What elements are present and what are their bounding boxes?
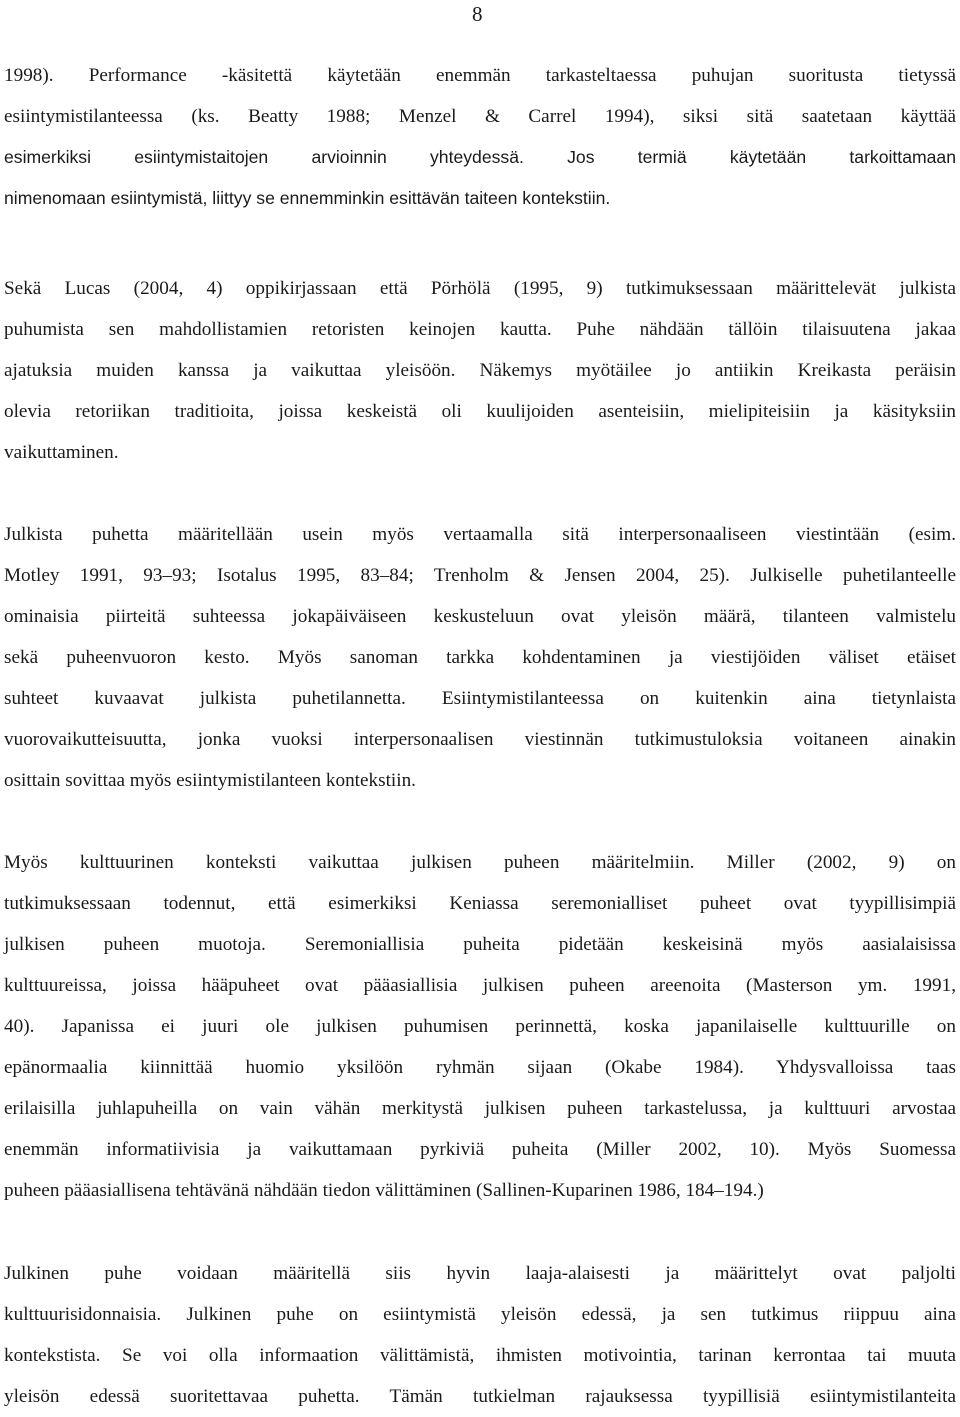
text-line: enemmän informatiivisia ja vaikuttamaan pyrkiviä puheita (Miller 2002, 10). Myös Suomessa	[4, 1139, 956, 1160]
text-line: Motley 1991, 93–93; Isotalus 1995, 83–84; Trenholm & Jensen 2004, 25). Julkiselle puhetilanteelle	[4, 565, 956, 586]
paragraph-4	[4, 842, 956, 1211]
text-line: kulttuurisidonnaisia. Julkinen puhe on esiintymistä yleisön edessä, ja sen tutkimus riippuu aina	[4, 1304, 956, 1325]
text-line: esimerkiksi esiintymistaitojen arvioinnin yhteydessä. Jos termiä käytetään tarkoittamaan	[4, 147, 956, 167]
text-line: julkisen puheen muotoja. Seremoniallisia puheita pidetään keskeisinä myös aasialaisissa	[4, 934, 956, 955]
text-line: Myös kulttuurinen konteksti vaikuttaa julkisen puheen määritelmiin. Miller (2002, 9) on	[4, 852, 956, 873]
text-line: epänormaalia kiinnittää huomio yksilöön ryhmän sijaan (Okabe 1984). Yhdysvalloissa taas	[4, 1057, 956, 1078]
text-line: kontekstista. Se voi olla informaation välittämistä, ihmisten motivointia, tarinan kerrontaa tai muuta	[4, 1345, 956, 1366]
text-line: sekä puheenvuoron kesto. Myös sanoman tarkka kohdentaminen ja viestijöiden väliset etäiset	[4, 647, 956, 668]
paragraph-3	[4, 514, 956, 801]
text-line: puhumista sen mahdollistamien retoristen keinojen kautta. Puhe nähdään tällöin tilaisuutena jakaa	[4, 319, 956, 340]
text-line: yleisön edessä suoritettavaa puhetta. Tämän tutkielman rajauksessa tyypillisiä esiintymistilanteita	[4, 1386, 956, 1407]
text-line: nimenomaan esiintymistä, liittyy se ennemminkin esittävän taiteen kontekstiin.	[4, 188, 611, 208]
text-line: Julkinen puhe voidaan määritellä siis hyvin laaja-alaisesti ja määrittelyt ovat paljolti	[4, 1263, 956, 1284]
text-line: vaikuttaminen.	[4, 442, 119, 463]
paragraph-2	[4, 268, 956, 473]
paragraph-1	[4, 55, 956, 219]
text-line: puheen pääasiallisena tehtävänä nähdään tiedon välittäminen (Sallinen-Kuparinen 1986, 184–194.)	[4, 1180, 764, 1201]
text-line: Sekä Lucas (2004, 4) oppikirjassaan että Pörhölä (1995, 9) tutkimuksessaan määrittelevät julkista	[4, 278, 956, 299]
text-line: tutkimuksessaan todennut, että esimerkiksi Keniassa seremonialliset puheet ovat tyypillisimpiä	[4, 893, 956, 914]
paragraph-5	[4, 1253, 956, 1417]
text-line: ominaisia piirteitä suhteessa jokapäiväiseen keskusteluun ovat yleisön määrä, tilanteen valmistelu	[4, 606, 956, 627]
text-line: kulttuureissa, joissa hääpuheet ovat pääasiallisia julkisen puheen areenoita (Masterson ym. 1991,	[4, 975, 956, 996]
page-number: 8	[472, 2, 483, 26]
text-line: esiintymistilanteessa (ks. Beatty 1988; Menzel & Carrel 1994), siksi sitä saatetaan käyttää	[4, 106, 956, 127]
text-line: erilaisilla juhlapuheilla on vain vähän merkitystä julkisen puheen tarkastelussa, ja kulttuuri arvostaa	[4, 1098, 956, 1119]
text-line: ajatuksia muiden kanssa ja vaikuttaa yleisöön. Näkemys myötäilee jo antiikin Kreikasta peräisin	[4, 360, 956, 381]
text-line: olevia retoriikan traditioita, joissa keskeistä oli kuulijoiden asenteisiin, mielipiteisiin ja käsityksiin	[4, 401, 956, 422]
text-line: osittain sovittaa myös esiintymistilanteen kontekstiin.	[4, 770, 416, 791]
text-line: 40). Japanissa ei juuri ole julkisen puhumisen perinnettä, koska japanilaiselle kulttuurille on	[4, 1016, 956, 1037]
text-line: vuorovaikutteisuutta, jonka vuoksi interpersonaalisen viestinnän tutkimustuloksia voitaneen ainakin	[4, 729, 956, 750]
text-line: 1998). Performance -käsitettä käytetään enemmän tarkasteltaessa puhujan suoritusta tietyssä	[4, 65, 956, 86]
text-line: suhteet kuvaavat julkista puhetilannetta. Esiintymistilanteessa on kuitenkin aina tietynlaista	[4, 688, 956, 709]
text-line: Julkista puhetta määritellään usein myös vertaamalla sitä interpersonaaliseen viestintään (esim.	[4, 524, 956, 545]
